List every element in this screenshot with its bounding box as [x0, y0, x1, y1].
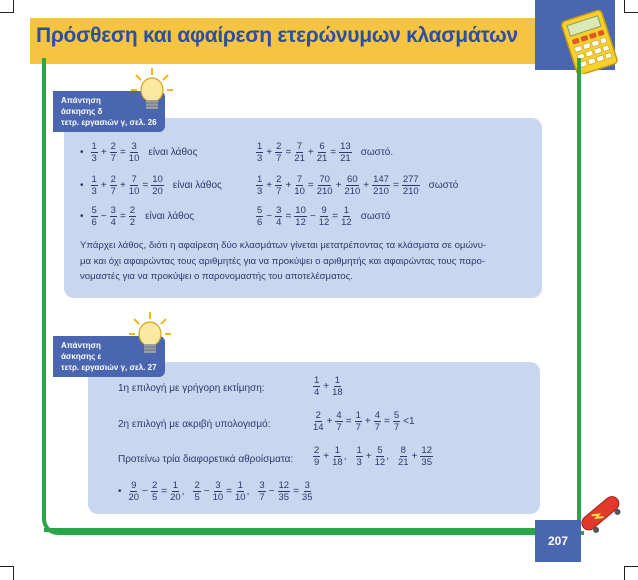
fraction [375, 445, 386, 468]
denominator: 35 [301, 492, 313, 503]
operator: = [119, 211, 126, 222]
operator: , [181, 486, 185, 497]
numerator: 2 [314, 445, 320, 456]
operator: − [203, 486, 210, 497]
operator: + [323, 451, 330, 462]
page-frame-bottom [44, 528, 581, 532]
operator: + [100, 147, 107, 158]
denominator: 7 [110, 186, 116, 197]
numerator: 1 [355, 410, 361, 421]
operator: + [266, 147, 273, 158]
page-frame-right [577, 58, 581, 528]
crop-mark [0, 566, 14, 567]
denominator: 3 [356, 457, 362, 468]
verdict-text: είναι λάθος [148, 147, 198, 158]
numerator: 277 [402, 174, 419, 185]
operator: − [309, 211, 316, 222]
numerator: 7 [131, 174, 137, 185]
operator: + [363, 180, 370, 191]
verdict-text: είναι λάθος [145, 211, 195, 222]
fraction [302, 480, 313, 503]
fraction [402, 174, 420, 197]
tag-line: άσκησης ε [61, 352, 102, 361]
operator: , [386, 451, 389, 462]
operator: = [293, 486, 299, 497]
fraction [339, 141, 352, 164]
fraction [91, 174, 98, 197]
denominator: 3 [91, 153, 97, 164]
numerator: 1 [334, 375, 341, 386]
operator: + [335, 180, 342, 191]
denominator: 6 [257, 217, 263, 228]
numerator: 2 [315, 410, 321, 421]
crop-mark [624, 566, 638, 567]
numerator: 147 [373, 174, 389, 185]
operator: + [285, 180, 292, 191]
verdict-text: σωστό. [360, 147, 394, 158]
fraction [110, 205, 117, 228]
denominator: 6 [91, 217, 97, 228]
operator: = [330, 147, 337, 158]
expression-row [255, 174, 458, 197]
denominator: 20 [128, 492, 140, 503]
operator: + [364, 416, 371, 427]
denominator: 210 [373, 186, 389, 197]
denominator: 21 [340, 153, 351, 164]
operator: + [119, 180, 126, 191]
operator: + [307, 147, 314, 158]
numerator: 13 [340, 141, 351, 152]
fraction [317, 141, 328, 164]
numerator: 2 [110, 141, 116, 152]
fraction [129, 174, 140, 197]
fraction [256, 174, 263, 197]
denominator: 21 [294, 153, 305, 164]
denominator: 4 [314, 387, 320, 398]
fraction [355, 410, 362, 433]
verdict-text: είναι λάθος [172, 180, 222, 191]
bullet: • [118, 486, 122, 497]
fraction [278, 480, 291, 503]
operator: = [345, 416, 352, 427]
crop-mark [624, 567, 625, 580]
operator: − [100, 211, 107, 222]
crop-mark [13, 567, 14, 580]
numerator: 1 [91, 141, 97, 152]
denominator: 20 [170, 492, 181, 503]
denominator: 18 [332, 387, 343, 398]
expression-row [116, 480, 314, 503]
fraction [313, 375, 320, 398]
numerator: 1 [334, 445, 341, 456]
operator: = [285, 147, 292, 158]
fraction [393, 410, 400, 433]
numerator: 5 [257, 205, 263, 216]
numerator: 7 [296, 174, 303, 185]
bullet: • [80, 211, 84, 222]
expression-row [78, 174, 222, 197]
fraction [335, 410, 342, 433]
option-label: Προτείνω τρία διαφορετικά αθροίσματα: [118, 454, 294, 465]
tag-line: τετρ. εργασιών γ, σελ. 27 [61, 363, 157, 372]
fraction [294, 141, 305, 164]
numerator: 4 [374, 410, 380, 421]
operator: = [226, 486, 232, 497]
denominator: 5 [151, 492, 158, 503]
numerator: 5 [377, 445, 383, 456]
numerator: 2 [151, 480, 158, 491]
numerator: 3 [215, 480, 221, 491]
operator: = [119, 147, 126, 158]
denominator: 3 [257, 153, 263, 164]
operator: , [343, 451, 347, 462]
fraction [151, 480, 158, 503]
paragraph-line: Υπάρχει λάθος, διότι η αφαίρεση δύο κλασμάτων γίνεται μετατρέποντας τα κλάσματα σε ομώνυ- [80, 240, 487, 251]
lightbulb-icon [130, 66, 174, 116]
numerator: 5 [91, 205, 97, 216]
operator: + [323, 381, 330, 392]
numerator: 3 [259, 480, 265, 491]
crop-mark [13, 0, 14, 12]
fraction [294, 174, 305, 197]
fraction [129, 205, 136, 228]
numerator: 4 [336, 410, 342, 421]
operator: , [246, 486, 250, 497]
operator: = [161, 486, 168, 497]
numerator: 6 [319, 141, 325, 152]
denominator: 210 [316, 186, 333, 197]
numerator: 3 [131, 141, 137, 152]
fraction [372, 174, 390, 197]
denominator: 3 [257, 186, 263, 197]
expression-row [255, 141, 393, 164]
fraction [256, 141, 263, 164]
denominator: 7 [276, 153, 282, 164]
operator: + [326, 416, 333, 427]
fraction [129, 480, 140, 503]
numerator: 3 [304, 480, 310, 491]
tag-line: Απάντηση [61, 341, 101, 350]
numerator: 9 [321, 205, 327, 216]
operator: + [411, 451, 418, 462]
fraction [313, 410, 324, 433]
fraction [313, 445, 320, 468]
option-label: 1η επιλογή με γρήγορη εκτίμηση: [118, 383, 265, 394]
fraction [213, 480, 224, 503]
denominator: 7 [259, 492, 265, 503]
operator: = [332, 211, 339, 222]
fraction [275, 174, 282, 197]
bullet: • [80, 180, 84, 191]
denominator: 9 [314, 457, 320, 468]
numerator: 2 [110, 174, 116, 185]
denominator: 12 [341, 217, 352, 228]
expression-row [78, 141, 197, 164]
numerator: 12 [278, 480, 290, 491]
numerator: 70 [319, 174, 330, 185]
fraction [294, 205, 307, 228]
numerator: 10 [152, 174, 163, 185]
verdict-text: σωστό [428, 180, 459, 191]
denominator: 210 [402, 186, 419, 197]
denominator: 7 [355, 422, 361, 433]
denominator: 7 [110, 153, 116, 164]
numerator: 1 [257, 174, 263, 185]
operator: + [266, 180, 273, 191]
operator: = [307, 180, 314, 191]
paragraph-line: μα και όχι αφαιρώντας τους αριθμητές για να προκύψει ο αριθμητής και αφαιρώντας τους παρο- [80, 255, 486, 267]
fraction [193, 480, 200, 503]
numerator: 5 [393, 410, 400, 421]
operator: = [392, 180, 399, 191]
fraction [129, 141, 140, 164]
numerator: 1 [91, 174, 97, 185]
denominator: 12 [374, 457, 386, 468]
numerator: 1 [356, 445, 362, 456]
fraction [151, 174, 164, 197]
crop-mark [624, 12, 638, 13]
fraction [420, 445, 433, 468]
denominator: 10 [294, 186, 305, 197]
option-label: 2η επιλογή με ακριβή υπολογισμό: [118, 419, 271, 430]
denominator: 4 [110, 217, 116, 228]
operator: = [142, 180, 149, 191]
fraction [356, 445, 363, 468]
denominator: 10 [128, 186, 140, 197]
numerator: 2 [194, 480, 200, 491]
denominator: 21 [398, 457, 409, 468]
operator: − [266, 211, 273, 222]
page-number: 207 [535, 520, 581, 562]
fraction [110, 174, 117, 197]
fraction [344, 174, 360, 197]
skateboard-icon [575, 490, 627, 538]
numerator: 2 [129, 205, 136, 216]
tag-line: άσκησης δ [61, 107, 103, 116]
numerator: 1 [314, 375, 320, 386]
lightbulb-icon [128, 310, 172, 360]
denominator: 12 [295, 217, 306, 228]
denominator: 10 [128, 153, 140, 164]
operator: − [268, 486, 275, 497]
fraction [170, 480, 181, 503]
denominator: 18 [332, 457, 343, 468]
fraction [341, 205, 352, 228]
expression-row [312, 410, 417, 433]
expression-row [312, 445, 434, 468]
numerator: 1 [237, 480, 243, 491]
numerator: 8 [400, 445, 406, 456]
denominator: 14 [313, 422, 324, 433]
fraction [91, 141, 98, 164]
fraction [317, 174, 333, 197]
fraction [256, 205, 263, 228]
denominator: 7 [374, 422, 380, 433]
denominator: 4 [276, 217, 282, 228]
denominator: 35 [421, 457, 432, 468]
numerator: 1 [257, 141, 263, 152]
operator: = [285, 211, 292, 222]
fraction [374, 410, 381, 433]
denominator: 35 [278, 492, 290, 503]
numerator: 10 [295, 205, 306, 216]
denominator: 10 [212, 492, 224, 503]
denominator: 7 [276, 186, 282, 197]
fraction [319, 205, 330, 228]
bullet: • [80, 147, 84, 158]
denominator: 210 [344, 186, 361, 197]
paragraph-line: νομαστές για να προκύψει ο παρονομαστής του αποτελέσματος. [80, 271, 353, 282]
fraction [275, 141, 282, 164]
numerator: 2 [276, 141, 282, 152]
expression-row [78, 205, 194, 228]
denominator: 10 [235, 492, 246, 503]
fraction [332, 445, 343, 468]
operator: + [100, 180, 107, 191]
expression-row [312, 375, 344, 398]
crop-mark [0, 12, 14, 13]
fraction [258, 480, 265, 503]
expression-row [255, 205, 390, 228]
verdict-text: σωστό [360, 211, 391, 222]
numerator: 1 [172, 480, 179, 491]
fraction [398, 445, 409, 468]
operator: = [384, 416, 390, 427]
numerator: 7 [296, 141, 303, 152]
fraction [110, 141, 117, 164]
numerator: 60 [347, 174, 358, 185]
denominator: 7 [393, 422, 400, 433]
page-title: Πρόσθεση και αφαίρεση ετερώνυμων κλασμάτων [36, 24, 518, 47]
denominator: 21 [316, 153, 328, 164]
numerator: 12 [421, 445, 432, 456]
denominator: 3 [91, 186, 97, 197]
tag-line: τετρ. εργασιών γ, σελ. 26 [61, 118, 157, 127]
fraction [235, 480, 246, 503]
denominator: 12 [318, 217, 330, 228]
operator: − [142, 486, 148, 497]
numerator: 3 [276, 205, 282, 216]
operator: + [365, 451, 372, 462]
fraction [275, 205, 282, 228]
denominator: 5 [194, 492, 200, 503]
fraction [91, 205, 98, 228]
fraction [332, 375, 343, 398]
numerator: 2 [276, 174, 282, 185]
denominator: 7 [336, 422, 342, 433]
denominator: 2 [129, 217, 136, 228]
tag-line: Απάντηση [61, 96, 101, 105]
crop-mark [624, 0, 625, 12]
explanation-paragraph [80, 238, 550, 285]
numerator: 9 [131, 480, 137, 491]
numerator: 3 [110, 205, 116, 216]
denominator: 20 [152, 186, 163, 197]
numerator: 1 [343, 205, 350, 216]
operator: <1 [403, 416, 415, 427]
